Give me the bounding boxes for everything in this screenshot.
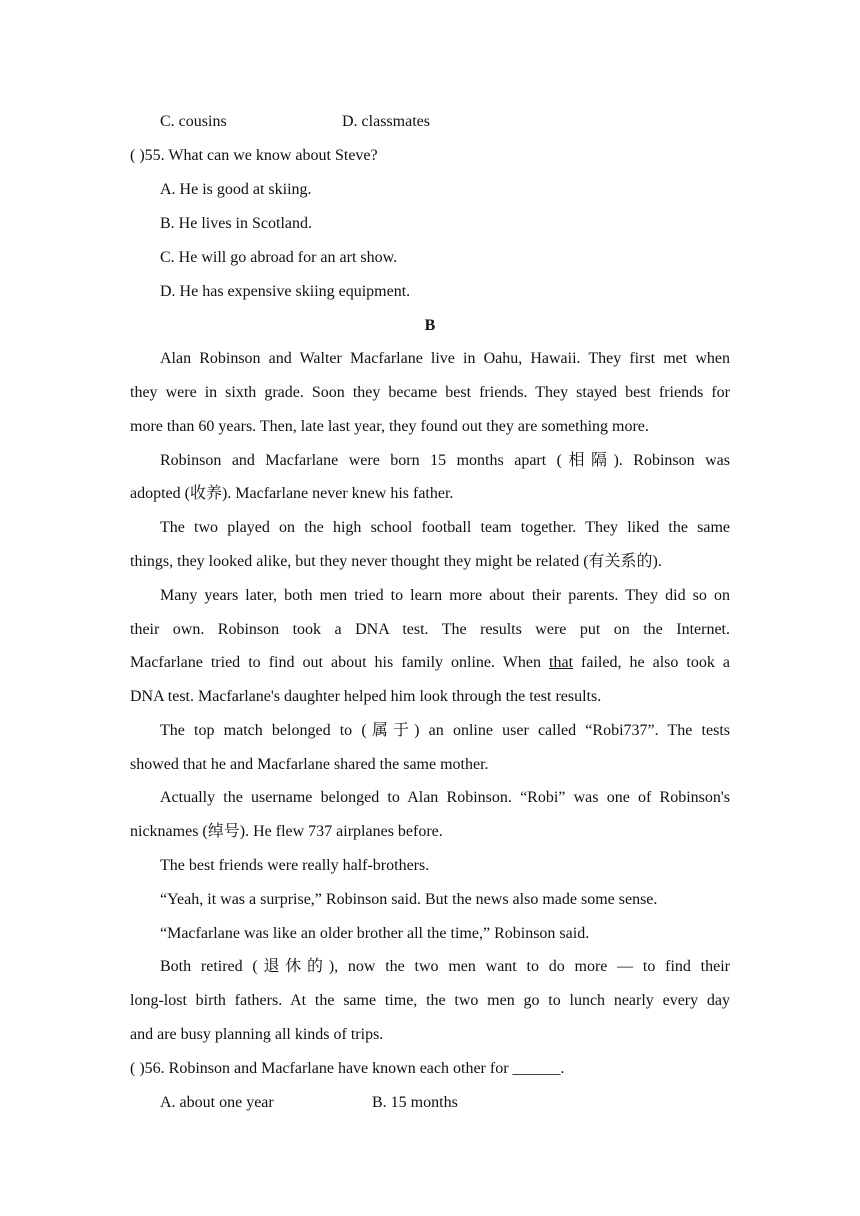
q56-option-b[interactable]: B. 15 months	[372, 1094, 458, 1111]
passage-p10-line3: and are busy planning all kinds of trips.	[130, 1026, 384, 1043]
passage-p3-line1: The two played on the high school football team together. They liked the same	[160, 519, 730, 536]
q55-option-a[interactable]: A. He is good at skiing.	[160, 181, 312, 198]
passage-p2-line1: Robinson and Macfarlane were born 15 months apart (相隔). Robinson was	[160, 452, 730, 469]
passage-p4-line3-end: failed, he also took a	[573, 654, 731, 671]
passage-p4-line3	[130, 653, 730, 673]
passage-p7: The best friends were really half-brothers.	[160, 857, 430, 874]
q56-option-a[interactable]: A. about one year	[160, 1094, 274, 1111]
passage-p5-line1: The top match belonged to (属于) an online user called “Robi737”. The tests	[160, 722, 730, 739]
passage-p1-line2: they were in sixth grade. Soon they became best friends. They stayed best friends for	[130, 384, 730, 401]
q56-options-row	[160, 1093, 730, 1113]
passage-p10-line1: Both retired (退休的), now the two men want to do more — to find their	[160, 958, 730, 975]
passage-p10-line2: long-lost birth fathers. At the same time, the two men go to lunch nearly every day	[130, 992, 730, 1009]
underlined-word-that: that	[549, 654, 574, 671]
passage-p4-line2: their own. Robinson took a DNA test. The results were put on the Internet.	[130, 621, 730, 638]
q55-option-b[interactable]: B. He lives in Scotland.	[160, 215, 312, 232]
passage-p9: “Macfarlane was like an older brother all the time,” Robinson said.	[160, 925, 590, 942]
passage-p4-line1: Many years later, both men tried to learn more about their parents. They did so on	[160, 587, 730, 604]
passage-p3-line2: things, they looked alike, but they never thought they might be related (有关系的).	[130, 553, 662, 570]
q55-option-c[interactable]: C. He will go abroad for an art show.	[160, 249, 398, 266]
passage-p4-line4: DNA test. Macfarlane's daughter helped him look through the test results.	[130, 688, 602, 705]
q55-option-d[interactable]: D. He has expensive skiing equipment.	[160, 283, 411, 300]
passage-p2-line2: adopted (收养). Macfarlane never knew his father.	[130, 485, 454, 502]
passage-p6-line2: nicknames (绰号). He flew 737 airplanes before.	[130, 823, 443, 840]
passage-p5-line2: showed that he and Macfarlane shared the same mother.	[130, 756, 489, 773]
passage-p8: “Yeah, it was a surprise,” Robinson said. But the news also made some sense.	[160, 891, 658, 908]
q56-question: ( )56. Robinson and Macfarlane have known each other for ______.	[130, 1060, 565, 1077]
passage-p1-line3: more than 60 years. Then, late last year, they found out they are something more.	[130, 418, 649, 435]
passage-p4-line3-start: Macfarlane tried to find out about his family online. When	[130, 654, 550, 671]
section-heading: B	[424, 317, 436, 334]
q55-question: ( )55. What can we know about Steve?	[130, 147, 378, 164]
passage-p1-line1: Alan Robinson and Walter Macfarlane live in Oahu, Hawaii. They first met when	[160, 350, 730, 367]
passage-p6-line1: Actually the username belonged to Alan Robinson. “Robi” was one of Robinson's	[160, 789, 730, 806]
q54-option-c[interactable]: C. cousins	[160, 113, 227, 130]
q54-options-row	[160, 112, 730, 132]
q54-option-d[interactable]: D. classmates	[342, 113, 430, 130]
